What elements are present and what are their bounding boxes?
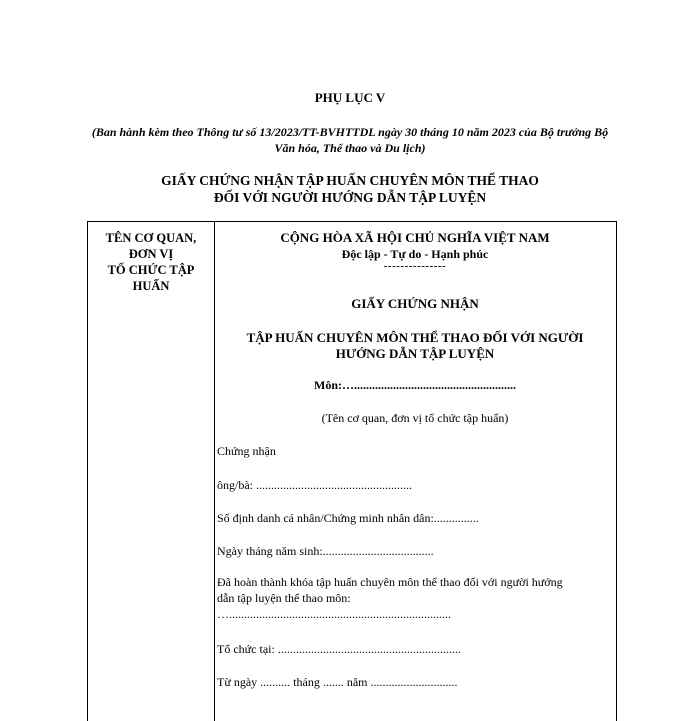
completion-line-2: dẫn tập luyện thể thao môn: xyxy=(217,591,351,605)
org-label-line-4: HUẤN xyxy=(132,279,170,293)
certify-label: Chứng nhận xyxy=(217,444,276,458)
completion-line-3: ….......................................................................... xyxy=(217,607,451,621)
certificate-subtitle xyxy=(215,330,615,362)
org-label-line-1: TÊN CƠ QUAN, xyxy=(105,231,197,245)
issuance-note: (Ban hành kèm theo Thông tư số 13/2023/TT-BVHTTDL ngày 30 tháng 10 năm 2023 của Bộ trưởng Bộ Văn hóa, Thể thao và Du lịch) xyxy=(91,125,609,155)
date-of-birth-field: Ngày tháng năm sinh:..................................... xyxy=(217,544,434,558)
appendix-heading: PHỤ LỤC V xyxy=(314,90,386,105)
national-motto: Độc lập - Tự do - Hạnh phúc xyxy=(341,247,489,261)
document-title-line-2: ĐỐI VỚI NGƯỜI HƯỚNG DẪN TẬP LUYỆN xyxy=(213,190,487,205)
id-number-field: Số định danh cá nhân/Chứng minh nhân dân:............... xyxy=(217,511,479,525)
certificate-subtitle-line-1: TẬP HUẤN CHUYÊN MÔN THỂ THAO ĐỐI VỚI NGƯỜI xyxy=(246,330,584,345)
subject-label: Môn:… xyxy=(314,378,354,392)
completion-statement xyxy=(217,574,613,622)
subject-line xyxy=(215,378,615,393)
held-at-field: Tổ chức tại: ............................................................. xyxy=(217,642,461,656)
certificate-form-table xyxy=(87,221,617,721)
name-field: ông/bà: .................................................... xyxy=(217,478,412,492)
completion-line-1: Đã hoàn thành khóa tập huấn chuyên môn thể thao đối với người hướng xyxy=(217,575,563,589)
certificate-subtitle-line-2: HƯỚNG DẪN TẬP LUYỆN xyxy=(335,346,495,361)
from-date-field: Từ ngày .......... tháng ....... năm ............................. xyxy=(217,675,458,689)
document-title-line-1: GIẤY CHỨNG NHẬN TẬP HUẤN CHUYÊN MÔN THỂ THAO xyxy=(161,173,539,188)
issuing-organization-cell xyxy=(88,222,215,721)
org-label-line-3: TỔ CHỨC TẬP xyxy=(107,263,195,277)
subject-blank: ...................................................... xyxy=(354,378,516,392)
certificate-title: GIẤY CHỨNG NHẬN xyxy=(351,296,479,311)
org-label-line-2: ĐƠN VỊ xyxy=(128,247,174,261)
header-divider: --------------- xyxy=(383,260,447,272)
certificate-content-cell xyxy=(215,222,615,721)
organization-note: (Tên cơ quan, đơn vị tổ chức tập huấn) xyxy=(321,411,509,425)
document-title xyxy=(80,172,620,206)
republic-name: CỘNG HÒA XÃ HỘI CHỦ NGHĨA VIỆT NAM xyxy=(280,230,550,245)
